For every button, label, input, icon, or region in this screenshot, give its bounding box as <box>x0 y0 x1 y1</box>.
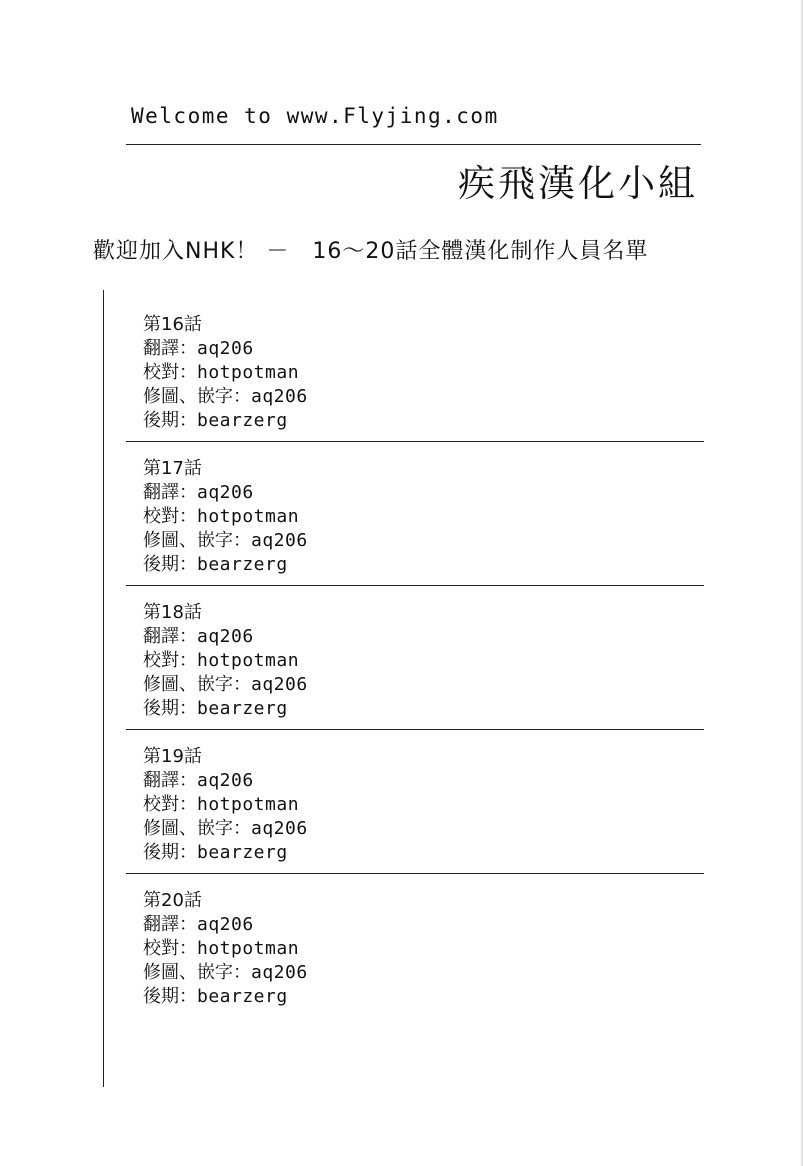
role-label: 翻譯： <box>143 482 197 503</box>
role-value: aq206 <box>197 770 254 791</box>
role-row-post-production <box>143 985 704 1009</box>
role-row-editing-typesetting <box>143 817 704 841</box>
role-value: aq206 <box>197 338 254 359</box>
role-value: bearzerg <box>197 986 288 1007</box>
role-value: hotpotman <box>197 794 300 815</box>
role-label: 校對： <box>143 794 197 815</box>
role-label: 後期： <box>143 698 197 719</box>
role-value: aq206 <box>251 962 308 983</box>
role-label: 校對： <box>143 506 197 527</box>
role-value: hotpotman <box>197 938 300 959</box>
role-value: hotpotman <box>197 650 300 671</box>
chapter-title: 第18話 <box>143 602 202 623</box>
role-label: 校對： <box>143 650 197 671</box>
role-value: bearzerg <box>197 554 288 575</box>
chapter-title: 第16話 <box>143 314 202 335</box>
role-label: 修圖、嵌字： <box>143 386 251 407</box>
role-row-proofreading <box>143 361 704 385</box>
role-row-post-production <box>143 553 704 577</box>
role-label: 翻譯： <box>143 338 197 359</box>
role-label: 修圖、嵌字： <box>143 530 251 551</box>
role-label: 後期： <box>143 554 197 575</box>
role-value: aq206 <box>197 626 254 647</box>
role-row-proofreading <box>143 937 704 961</box>
role-row-editing-typesetting <box>143 385 704 409</box>
chapter-block <box>143 601 704 721</box>
role-row-translation <box>143 337 704 361</box>
role-label: 後期： <box>143 842 197 863</box>
role-row-proofreading <box>143 649 704 673</box>
role-row-post-production <box>143 697 704 721</box>
group-name-title: 疾飛漢化小組 <box>458 162 698 205</box>
role-label: 修圖、嵌字： <box>143 674 251 695</box>
welcome-text: Welcome to www.Flyjing.com <box>131 104 499 128</box>
role-row-editing-typesetting <box>143 529 704 553</box>
chapter-block <box>143 889 704 1009</box>
role-label: 修圖、嵌字： <box>143 818 251 839</box>
role-label: 後期： <box>143 986 197 1007</box>
role-value: aq206 <box>251 386 308 407</box>
role-label: 翻譯： <box>143 770 197 791</box>
role-value: bearzerg <box>197 698 288 719</box>
role-value: bearzerg <box>197 842 288 863</box>
chapter-title: 第20話 <box>143 890 202 911</box>
role-value: aq206 <box>251 530 308 551</box>
role-label: 修圖、嵌字： <box>143 962 251 983</box>
role-label: 校對： <box>143 938 197 959</box>
chapter-block <box>143 745 704 865</box>
role-row-translation <box>143 769 704 793</box>
chapter-title: 第19話 <box>143 746 202 767</box>
chapter-divider <box>126 729 704 730</box>
role-value: bearzerg <box>197 410 288 431</box>
role-value: aq206 <box>197 914 254 935</box>
role-row-editing-typesetting <box>143 673 704 697</box>
left-vertical-rule <box>103 290 104 1087</box>
role-row-translation <box>143 625 704 649</box>
header-divider <box>126 144 701 145</box>
role-row-proofreading <box>143 505 704 529</box>
role-value: aq206 <box>251 674 308 695</box>
role-row-post-production <box>143 841 704 865</box>
role-label: 翻譯： <box>143 626 197 647</box>
role-row-proofreading <box>143 793 704 817</box>
chapter-divider <box>126 441 704 442</box>
role-row-translation <box>143 481 704 505</box>
chapter-block <box>143 457 704 577</box>
role-value: aq206 <box>197 482 254 503</box>
role-row-post-production <box>143 409 704 433</box>
chapter-title: 第17話 <box>143 458 202 479</box>
role-value: hotpotman <box>197 362 300 383</box>
role-value: aq206 <box>251 818 308 839</box>
chapter-divider <box>126 585 704 586</box>
role-value: hotpotman <box>197 506 300 527</box>
chapter-block <box>143 313 704 433</box>
credits-headline: 歡迎加入NHK！ － 16～20話全體漢化制作人員名單 <box>93 239 649 264</box>
role-label: 翻譯： <box>143 914 197 935</box>
role-row-translation <box>143 913 704 937</box>
role-row-editing-typesetting <box>143 961 704 985</box>
role-label: 校對： <box>143 362 197 383</box>
chapter-divider <box>126 873 704 874</box>
role-label: 後期： <box>143 410 197 431</box>
